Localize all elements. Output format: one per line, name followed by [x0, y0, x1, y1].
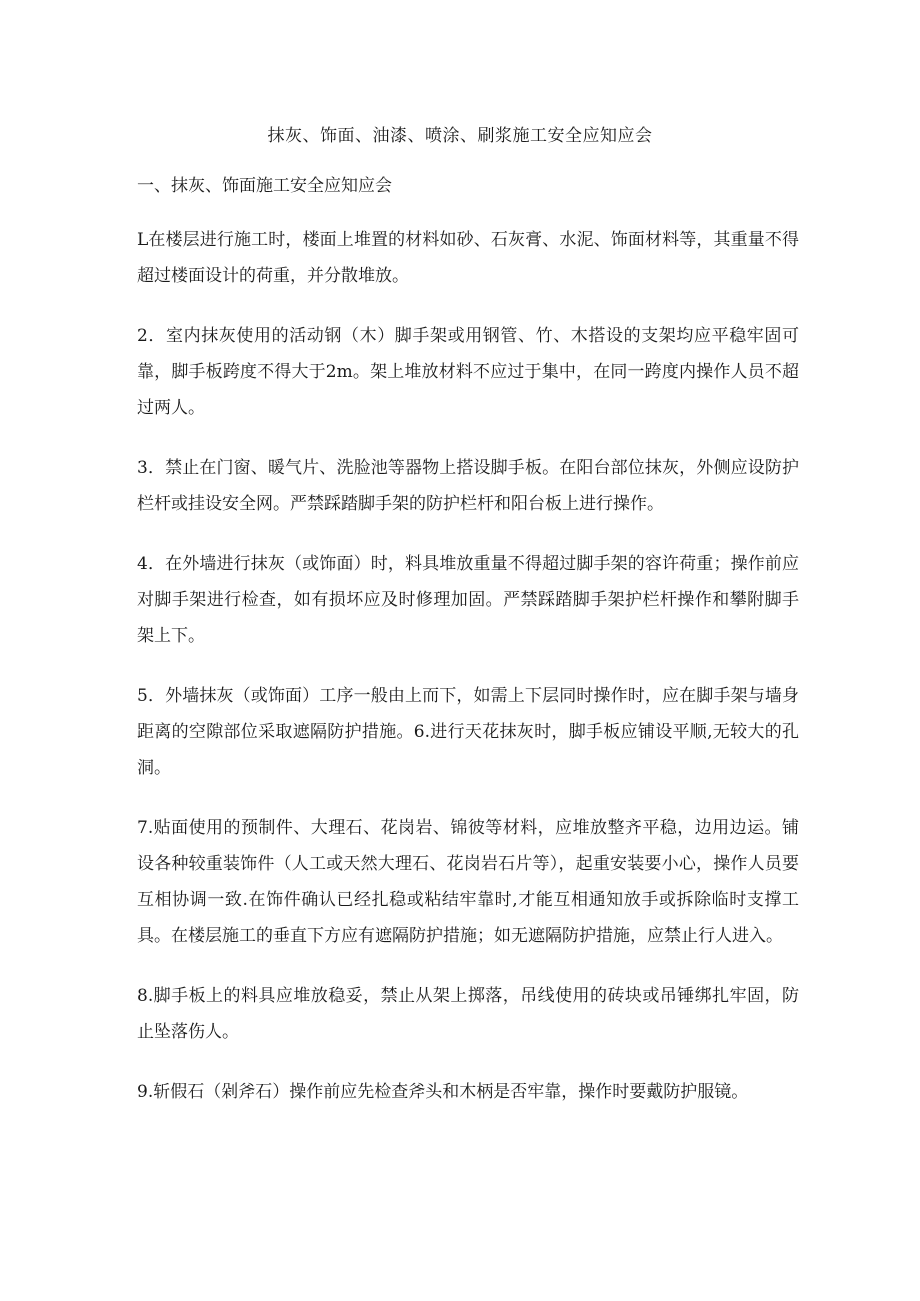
- paragraph-7: 8.脚手板上的料具应堆放稳妥，禁止从架上掷落，吊线使用的砖块或吊锤绑扎牢固，防止坠落伤人。: [137, 986, 799, 1042]
- paragraph-4: 4．在外墙进行抹灰（或饰面）时，料具堆放重量不得超过脚手架的容许荷重；操作前应对脚手架进行检查，如有损坏应及时修理加固。严禁踩踏脚手架护栏杆操作和攀附脚手架上下。: [137, 554, 799, 646]
- paragraph-6: 7.贴面使用的预制件、大理石、花岗岩、锦彼等材料，应堆放整齐平稳，边用边运。铺设各种较重装饰件（人工或天然大理石、花岗岩石片等），起重安装要小心，操作人员要互相协调一致.在饰件确认已经扎稳或粘结牢靠时,才能互相通知放手或拆除临时支撑工具。在楼层施工的垂直下方应有遮隔防护措施；如无遮隔防护措施，应禁止行人进入。: [137, 818, 799, 946]
- document-title: 抹灰、饰面、油漆、喷涂、刷浆施工安全应知应会: [267, 126, 653, 146]
- paragraph-1: L在楼层进行施工时，楼面上堆置的材料如砂、石灰膏、水泥、饰面材料等，其重量不得超过楼面设计的荷重，并分散堆放。: [137, 230, 799, 286]
- paragraph-8: 9.斩假石（剁斧石）操作前应先检查斧头和木柄是否牢靠，操作时要戴防护服镜。: [137, 1082, 749, 1102]
- section-heading: 一、抹灰、饰面施工安全应知应会: [137, 176, 392, 196]
- document-body: [137, 222, 799, 1134]
- paragraph-5: 5．外墙抹灰（或饰面）工序一般由上而下，如需上下层同时操作时，应在脚手架与墙身距离的空隙部位采取遮隔防护措施。6.进行天花抹灰时，脚手板应铺设平顺,无较大的孔洞。: [137, 686, 799, 778]
- paragraph-2: 2．室内抹灰使用的活动钢（木）脚手架或用钢管、竹、木搭设的支架均应平稳牢固可靠，脚手板跨度不得大于2m。架上堆放材料不应过于集中，在同一跨度内操作人员不超过两人。: [137, 326, 799, 418]
- paragraph-3: 3．禁止在门窗、暖气片、洗脸池等器物上搭设脚手板。在阳台部位抹灰，外侧应设防护栏杆或挂设安全网。严禁踩踏脚手架的防护栏杆和阳台板上进行操作。: [137, 458, 799, 514]
